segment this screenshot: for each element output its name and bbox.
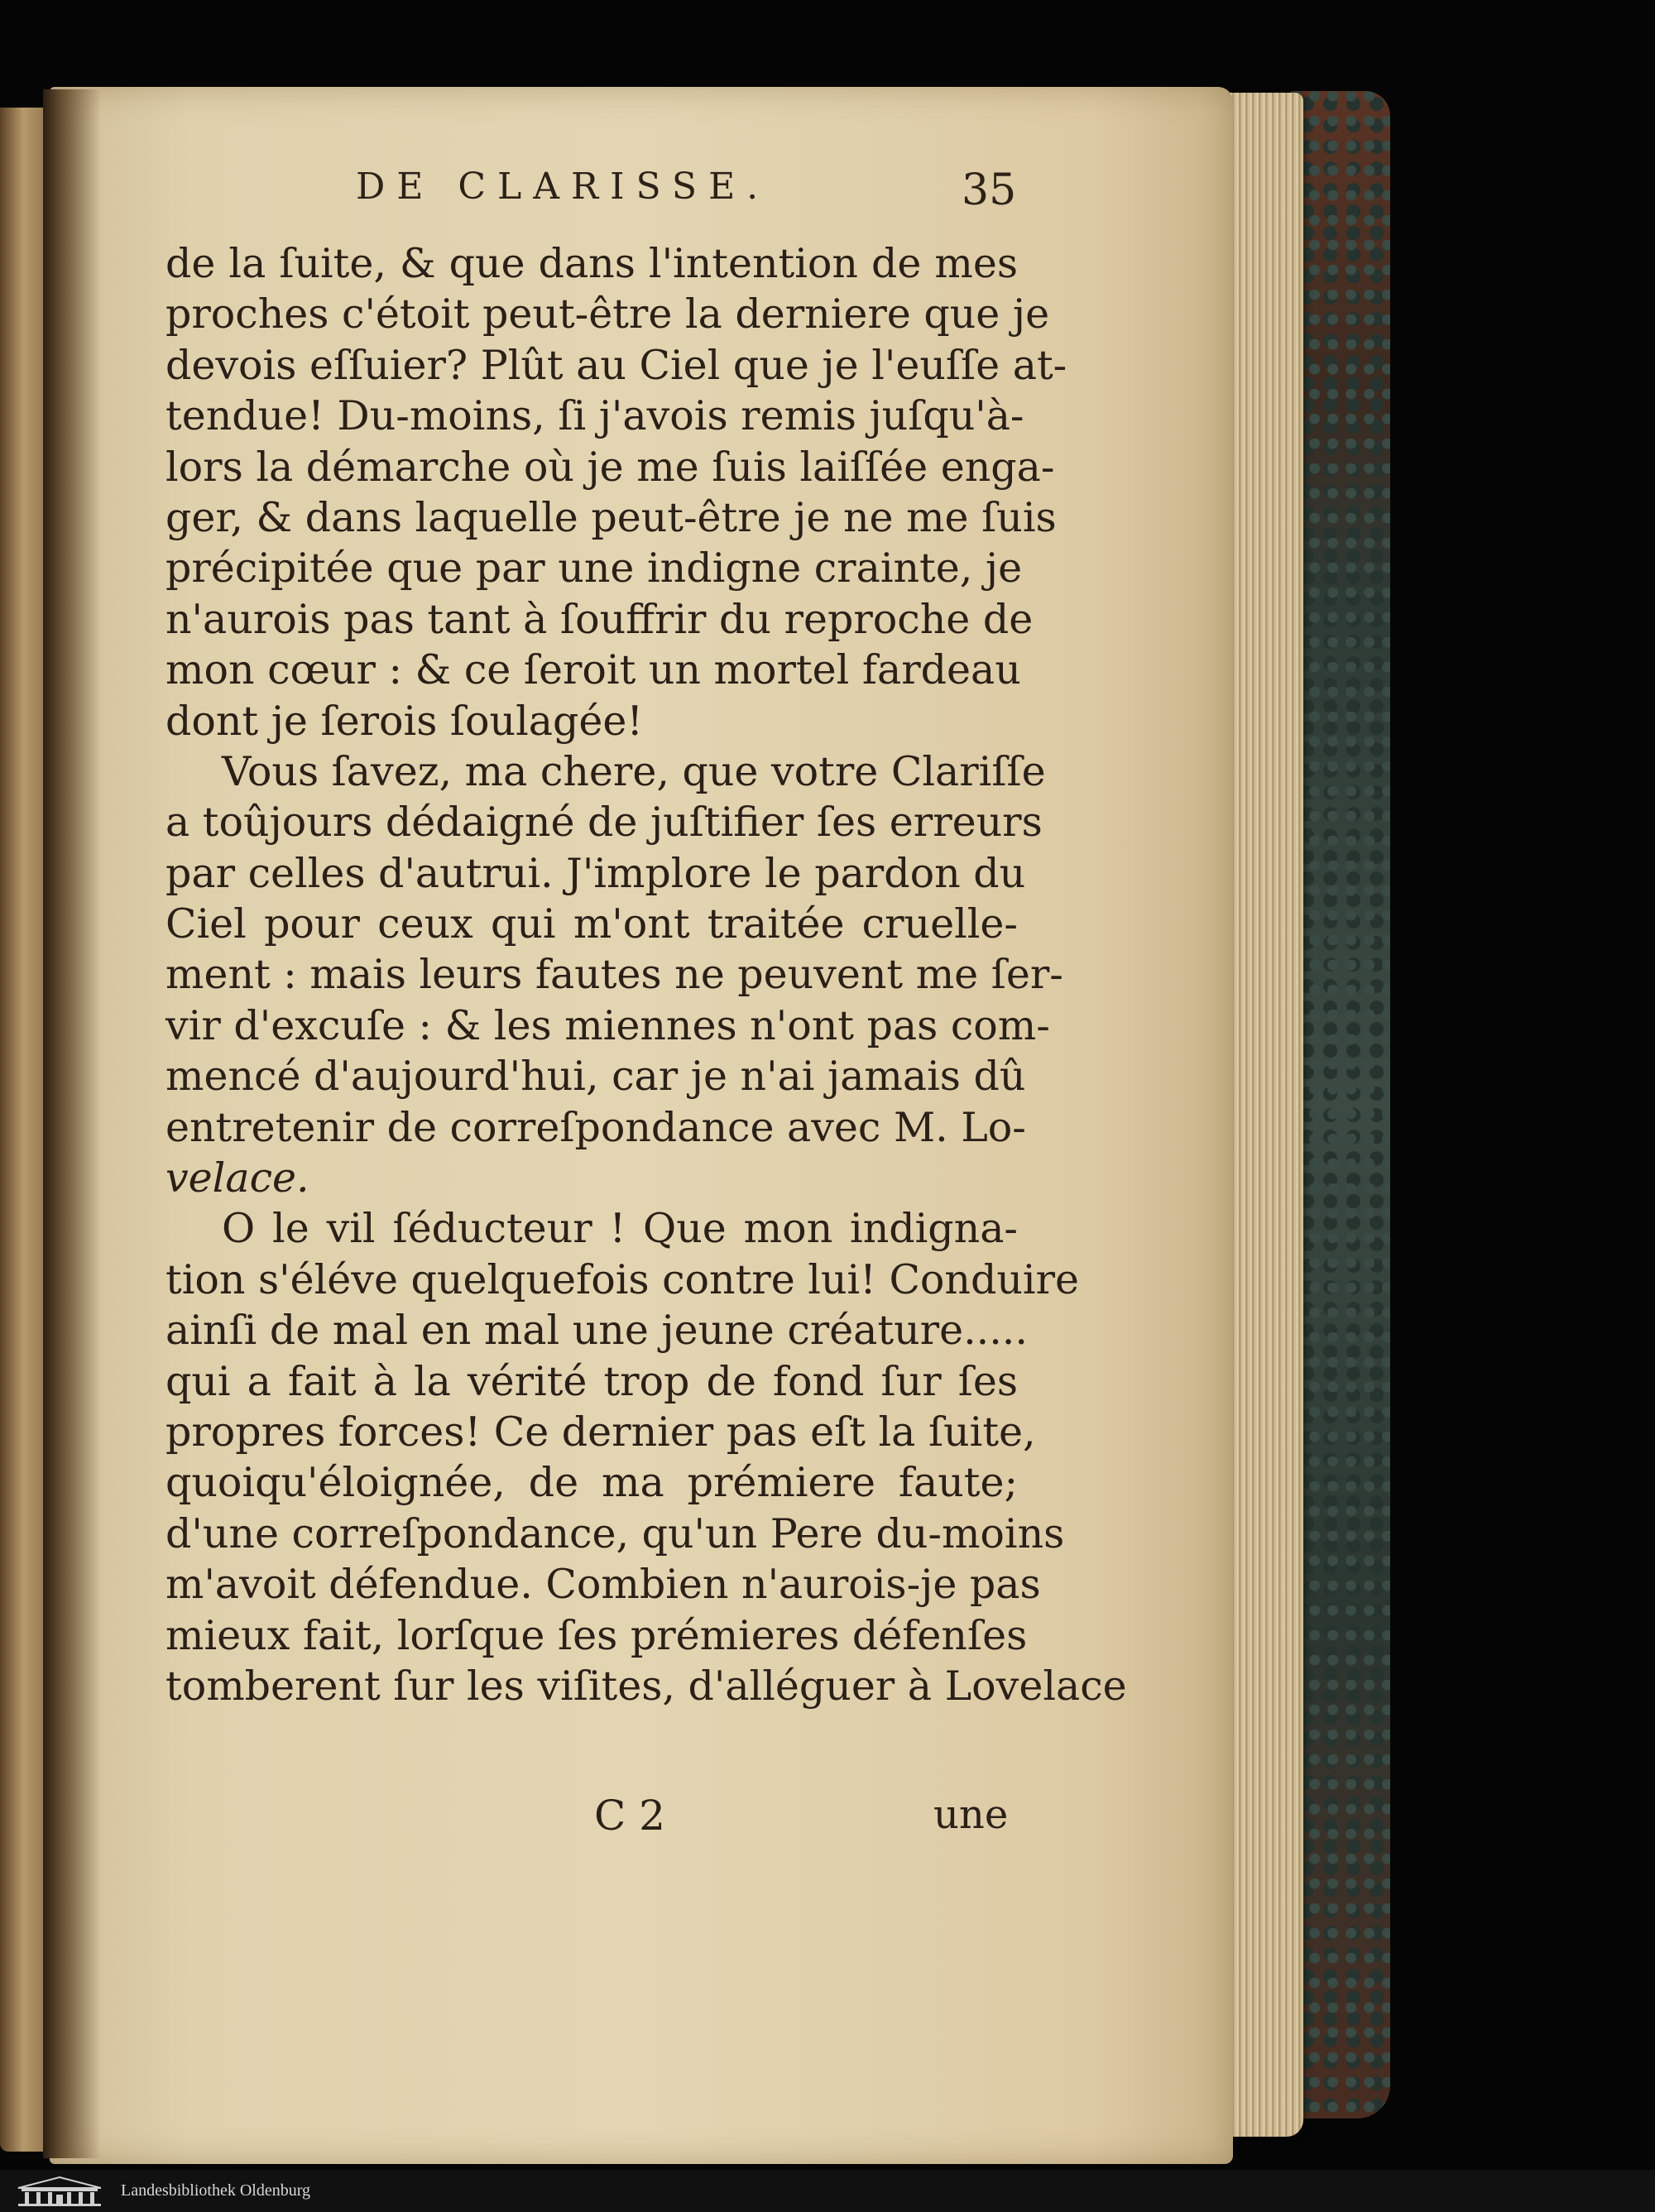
text-line: Vous ſavez, ma chere, que votre Clariſſe bbox=[222, 747, 1046, 795]
text-line: ainſi de mal en mal une jeune créature..... bbox=[166, 1307, 1028, 1355]
text-line: entretenir de correſpondance avec M. Lo- bbox=[166, 1103, 1026, 1151]
text-line: d'une correſpondance, qu'un Pere du-moins bbox=[166, 1509, 1065, 1557]
footer-bar bbox=[0, 2170, 1655, 2212]
marbled-back-cover bbox=[1291, 91, 1390, 2118]
text-line: lors la démarche où je me ſuis laiſſée enga- bbox=[166, 443, 1055, 491]
text-line: ment : mais leurs fautes ne peuvent me ſer- bbox=[166, 951, 1063, 999]
text-line: tion s'éléve quelquefois contre lui! Conduire bbox=[166, 1255, 1080, 1303]
footer-institution: Landesbibliothek Oldenburg bbox=[121, 2181, 311, 2200]
text-line: mon cœur : & ce ſeroit un mortel fardeau bbox=[166, 646, 1021, 694]
text-line: dont je ſerois ſoulagée! bbox=[166, 697, 644, 745]
signature-mark: C 2 bbox=[594, 1792, 665, 1840]
text-line: a toûjours dédaigné de juſtifier ſes erreurs bbox=[166, 799, 1043, 847]
book-gutter bbox=[43, 89, 101, 2158]
text-line: tomberent ſur les viſites, d'alléguer à Lovelace bbox=[166, 1662, 1127, 1710]
text-line: quoiqu'éloignée, de ma prémiere faute; bbox=[166, 1459, 1018, 1507]
text-line: de la ſuite, & que dans l'intention de mes bbox=[166, 240, 1018, 287]
text-line: velace. bbox=[166, 1154, 309, 1202]
text-line: qui a fait à la vérité trop de fond ſur ſes bbox=[166, 1357, 1018, 1405]
text-line: tendue! Du-moins, ſi j'avois remis juſqu'à- bbox=[166, 392, 1024, 440]
text-line: ger, & dans laquelle peut-être je ne me ſuis bbox=[166, 493, 1057, 541]
library-building-icon bbox=[15, 2175, 104, 2208]
running-head: DE CLARISSE. bbox=[356, 166, 770, 208]
text-line: m'avoit défendue. Combien n'aurois-je pas bbox=[166, 1561, 1041, 1609]
text-line: précipitée que par une indigne crainte, je bbox=[166, 545, 1023, 593]
text-line: mieux fait, lorſque ſes prémieres défenſes bbox=[166, 1611, 1028, 1659]
page-number: 35 bbox=[962, 166, 1017, 215]
text-line: devois eſſuier? Plût au Ciel que je l'euſſe at- bbox=[166, 341, 1067, 389]
page-text bbox=[166, 238, 1127, 1711]
text-line: n'aurois pas tant à ſouffrir du reproche de bbox=[166, 595, 1034, 643]
text-line: par celles d'autrui. J'implore le pardon du bbox=[166, 849, 1026, 897]
text-line: propres forces! Ce dernier pas eſt la ſuite, bbox=[166, 1408, 1036, 1456]
text-line: proches c'étoit peut-être la derniere que je bbox=[166, 290, 1050, 338]
catchword: une bbox=[933, 1792, 1009, 1838]
text-line: O le vil ſéducteur ! Que mon indigna- bbox=[222, 1205, 1018, 1253]
text-line: Ciel pour ceux qui m'ont traitée cruelle- bbox=[166, 900, 1018, 948]
text-line: vir d'excuſe : & les miennes n'ont pas com- bbox=[166, 1001, 1050, 1049]
text-line: mencé d'aujourd'hui, car je n'ai jamais dû bbox=[166, 1053, 1026, 1101]
